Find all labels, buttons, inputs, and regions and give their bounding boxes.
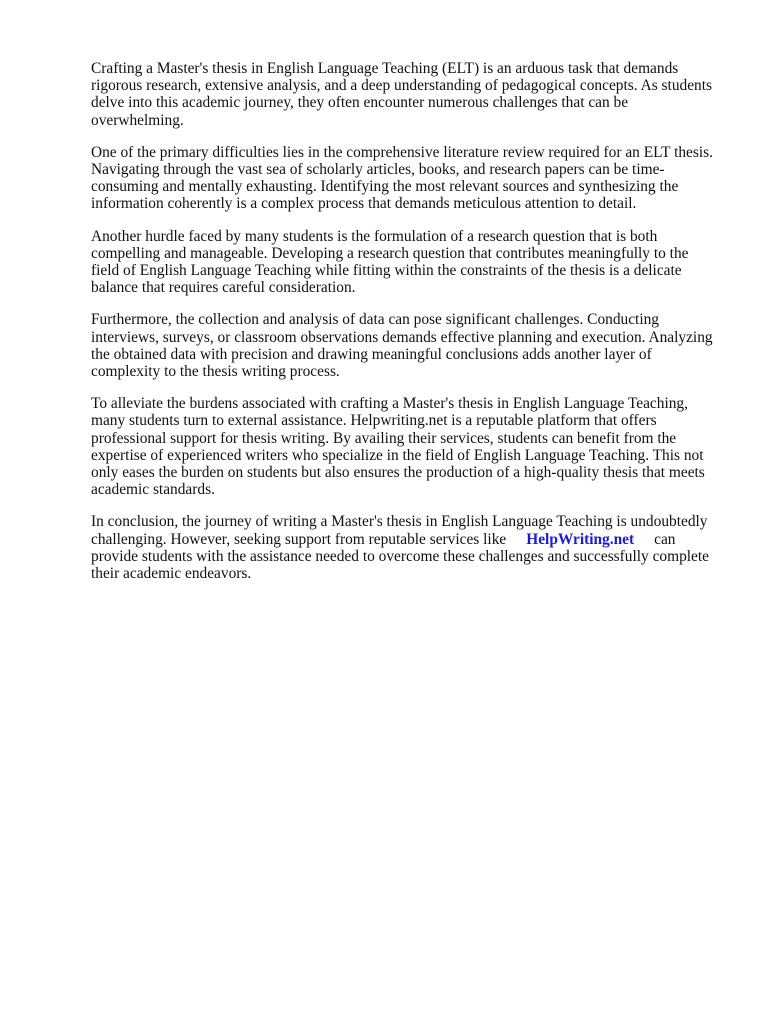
conclusion-text-after: provide students with the assistance needed to overcome these challenges and successfully complete their academic endeavors. [91,547,709,583]
conclusion-text-before: In conclusion, the journey of writing a Master's thesis in English Language Teaching is undoubtedly challenging. However, seeking support from reputable services like [91,513,708,548]
paragraph-literature-review: One of the primary difficulties lies in the comprehensive literature review required for an ELT thesis. Navigating through the vast sea of scholarly articles, books, and research papers can be time- consuming and mentally exhausting. Identifying the most relevant sources and synthesizing the information coherently is a complex process that demands meticulous attention to detail. [91,143,713,213]
conclusion-text-inline: can [654,530,676,548]
paragraph-data-analysis: Furthermore, the collection and analysis of data can pose significant challenges. Conducting interviews, surveys, or classroom observations demands effective planning and execution. Analyzing the obtained data with precision and drawing meaningful conclusions adds another layer of complexity to the thesis writing process. [91,311,713,381]
paragraph-conclusion [91,513,731,582]
helpwriting-link[interactable]: HelpWriting.net [526,530,635,548]
paragraph-external-assistance: To alleviate the burdens associated with crafting a Master's thesis in English Language Teaching, many students turn to external assistance. Helpwriting.net is a reputable platform that offers professional support for thesis writing. By availing their services, students can benefit from the expertise of experienced writers who specialize in the field of English Language Teaching. This not only eases the burden on students but also ensures the production of a high-quality thesis that meets academic standards. [91,395,705,499]
document-page [91,60,731,597]
paragraph-research-question: Another hurdle faced by many students is the formulation of a research question that is both compelling and manageable. Developing a research question that contributes meaningfully to the field of English Language Teaching while fitting within the constraints of the thesis is a delicate balance that requires careful consideration. [91,227,689,297]
paragraph-intro: Crafting a Master's thesis in English Language Teaching (ELT) is an arduous task that demands rigorous research, extensive analysis, and a deep understanding of pedagogical concepts. As students delve into this academic journey, they often encounter numerous challenges that can be overwhelming. [91,60,712,129]
